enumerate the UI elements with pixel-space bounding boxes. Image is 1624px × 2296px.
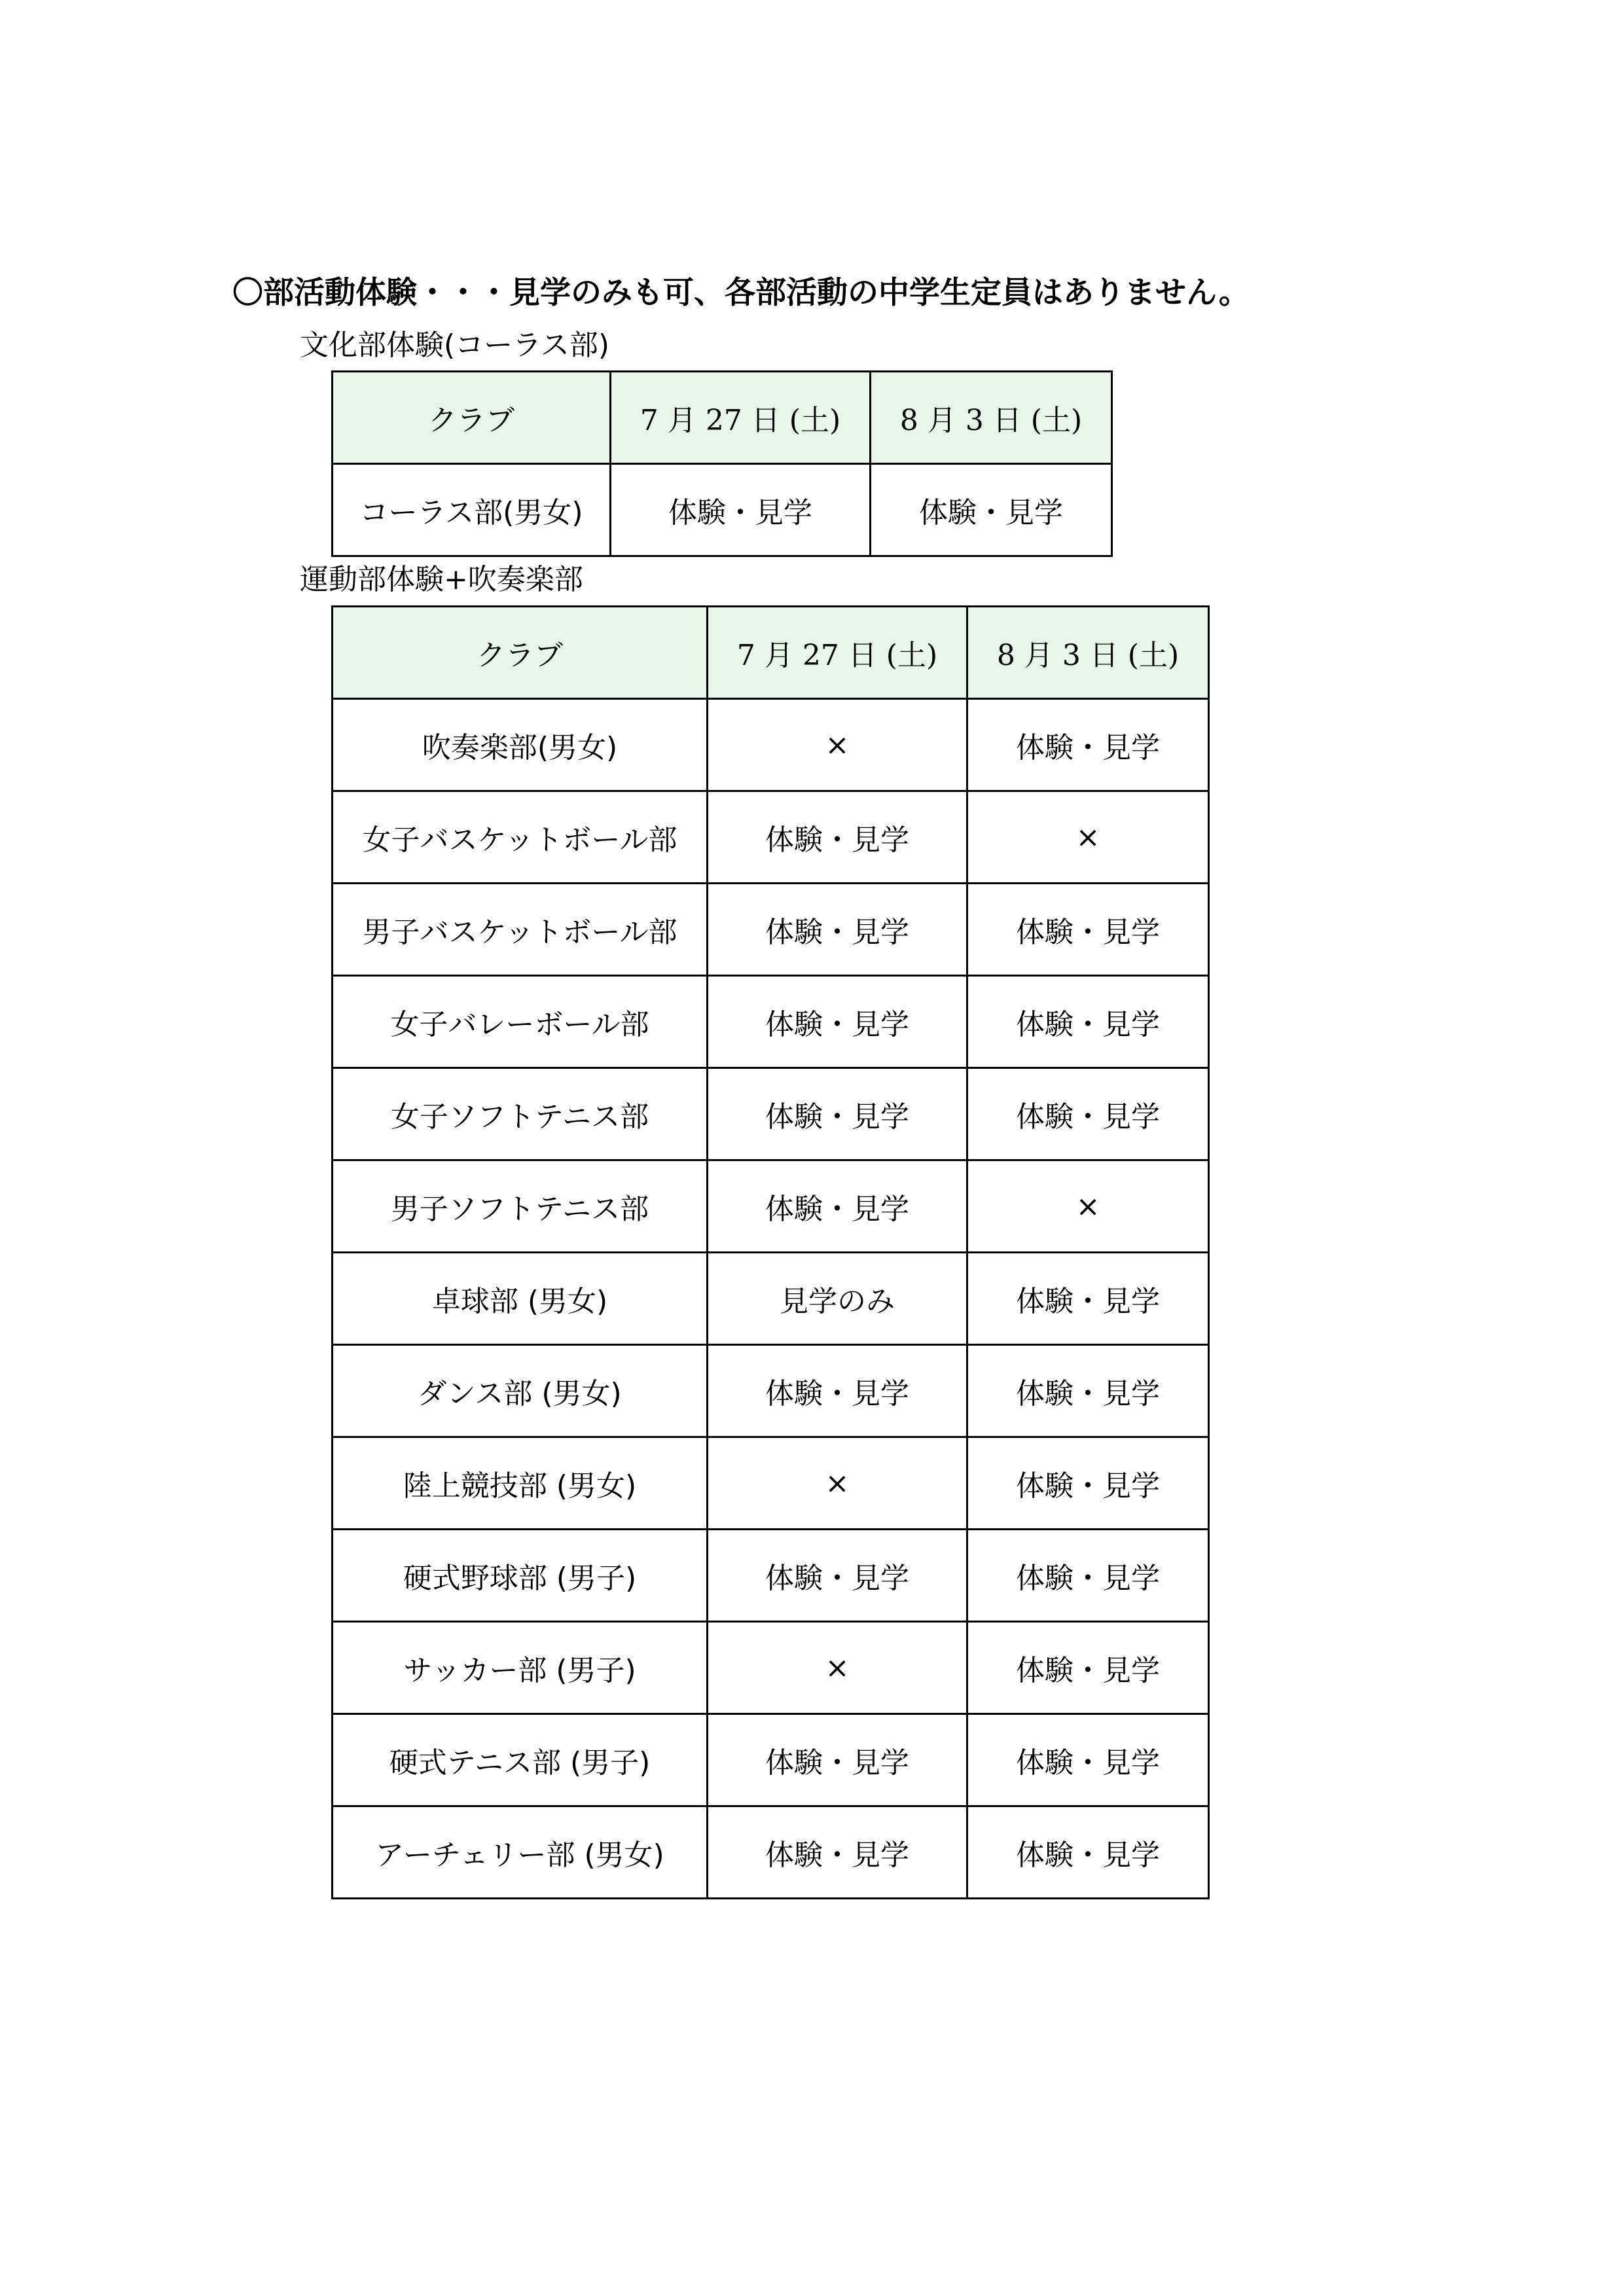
table-row: [333, 1714, 1209, 1806]
table-row: [333, 1622, 1209, 1714]
table-row: [333, 976, 1209, 1068]
table-row: [333, 791, 1209, 884]
header-jul27: 7 月 27 日 (土): [611, 372, 871, 464]
jul27-status: ×: [708, 1622, 967, 1714]
jul27-status: 体験・見学: [708, 1068, 967, 1160]
table-row: [333, 1437, 1209, 1530]
table-row: [333, 1253, 1209, 1345]
jul27-status: ×: [708, 699, 967, 791]
jul27-status: 体験・見学: [708, 1714, 967, 1806]
club-name: 吹奏楽部(男女): [333, 699, 708, 791]
aug3-status: 体験・見学: [871, 464, 1112, 556]
culture-section-title: 文化部体験(コーラス部): [300, 329, 610, 362]
table-row: [333, 1530, 1209, 1622]
jul27-status: 体験・見学: [708, 976, 967, 1068]
jul27-status: 体験・見学: [708, 791, 967, 884]
club-name: コーラス部(男女): [333, 464, 611, 556]
jul27-status: 体験・見学: [708, 1806, 967, 1899]
jul27-status: ×: [708, 1437, 967, 1530]
aug3-status: 体験・見学: [967, 699, 1209, 791]
jul27-status: 体験・見学: [708, 884, 967, 976]
aug3-status: 体験・見学: [967, 1437, 1209, 1530]
page-heading: 〇部活動体験・・・見学のみも可、各部活動の中学生定員はありません。: [232, 275, 1250, 311]
club-name: 女子ソフトテニス部: [333, 1068, 708, 1160]
header-club: クラブ: [333, 372, 611, 464]
aug3-status: 体験・見学: [967, 884, 1209, 976]
sports-club-table: [331, 605, 1210, 1899]
aug3-status: ×: [967, 1160, 1209, 1253]
aug3-status: 体験・見学: [967, 976, 1209, 1068]
table-row: [333, 699, 1209, 791]
sports-section-title: 運動部体験+吹奏楽部: [300, 563, 583, 596]
aug3-status: 体験・見学: [967, 1622, 1209, 1714]
jul27-status: 体験・見学: [708, 1160, 967, 1253]
header-aug3: 8 月 3 日 (土): [967, 607, 1209, 699]
club-name: 硬式野球部 (男子): [333, 1530, 708, 1622]
jul27-status: 体験・見学: [611, 464, 871, 556]
aug3-status: 体験・見学: [967, 1345, 1209, 1437]
aug3-status: 体験・見学: [967, 1253, 1209, 1345]
aug3-status: 体験・見学: [967, 1068, 1209, 1160]
table-row: [333, 884, 1209, 976]
club-name: 卓球部 (男女): [333, 1253, 708, 1345]
club-name: 女子バレーボール部: [333, 976, 708, 1068]
header-jul27: 7 月 27 日 (土): [708, 607, 967, 699]
club-name: ダンス部 (男女): [333, 1345, 708, 1437]
header-club: クラブ: [333, 607, 708, 699]
club-name: 男子バスケットボール部: [333, 884, 708, 976]
table-row: [333, 1806, 1209, 1899]
aug3-status: 体験・見学: [967, 1806, 1209, 1899]
jul27-status: 見学のみ: [708, 1253, 967, 1345]
aug3-status: ×: [967, 791, 1209, 884]
table-header-row: [333, 372, 1112, 464]
header-aug3: 8 月 3 日 (土): [871, 372, 1112, 464]
culture-club-table: [331, 370, 1113, 557]
club-name: 女子バスケットボール部: [333, 791, 708, 884]
table-header-row: [333, 607, 1209, 699]
club-name: 陸上競技部 (男女): [333, 1437, 708, 1530]
jul27-status: 体験・見学: [708, 1345, 967, 1437]
club-name: 男子ソフトテニス部: [333, 1160, 708, 1253]
club-name: アーチェリー部 (男女): [333, 1806, 708, 1899]
table-row: [333, 1345, 1209, 1437]
table-row: [333, 1068, 1209, 1160]
aug3-status: 体験・見学: [967, 1714, 1209, 1806]
club-name: サッカー部 (男子): [333, 1622, 708, 1714]
table-row: [333, 1160, 1209, 1253]
jul27-status: 体験・見学: [708, 1530, 967, 1622]
club-name: 硬式テニス部 (男子): [333, 1714, 708, 1806]
aug3-status: 体験・見学: [967, 1530, 1209, 1622]
table-row: [333, 464, 1112, 556]
